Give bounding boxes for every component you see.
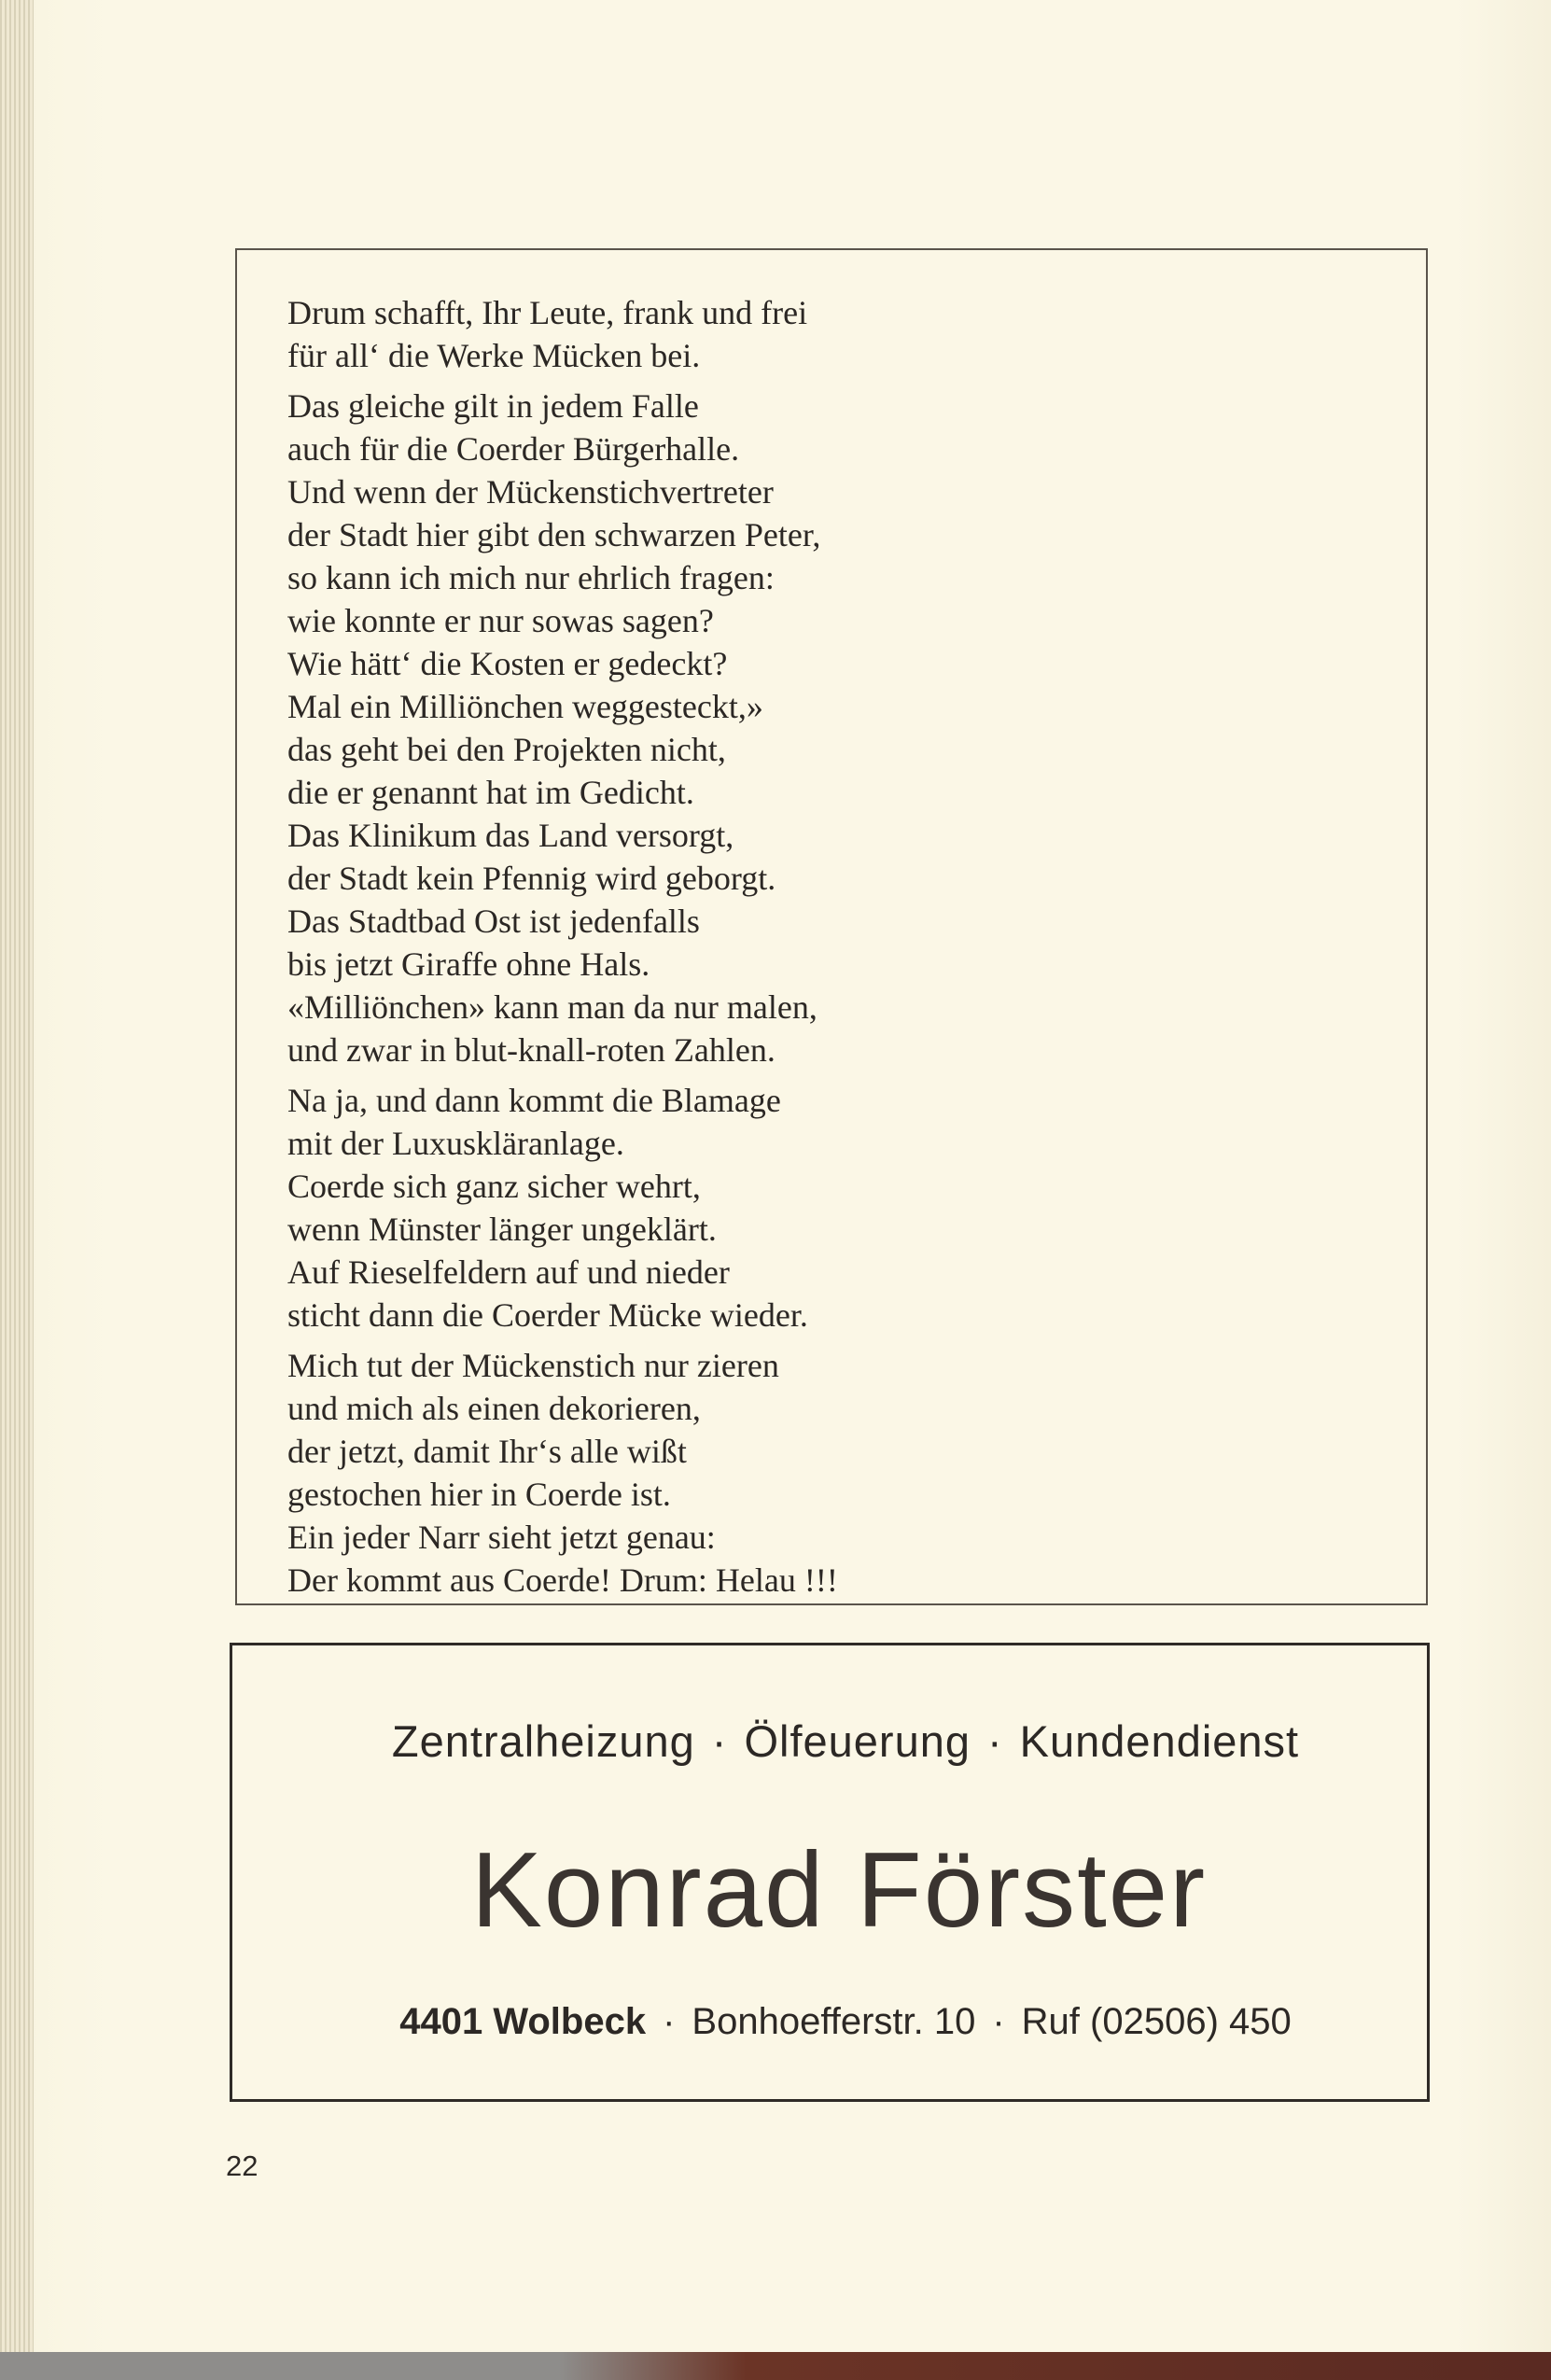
poem-text bbox=[287, 291, 1183, 1609]
poem-line: der Stadt kein Pfennig wird geborgt. bbox=[287, 860, 776, 897]
poem-line: Mal ein Milliönchen weggesteckt,» bbox=[287, 688, 763, 725]
poem-line: Das Stadtbad Ost ist jedenfalls bbox=[287, 903, 700, 940]
poem-line: und zwar in blut-knall-roten Zahlen. bbox=[287, 1031, 776, 1069]
poem-line: Der kommt aus Coerde! Drum: Helau !!! bbox=[287, 1561, 838, 1599]
phone-number: Ruf (02506) 450 bbox=[1021, 2001, 1292, 2042]
poem-line: so kann ich mich nur ehrlich fragen: bbox=[287, 559, 775, 596]
poem-line: Drum schafft, Ihr Leute, frank und frei bbox=[287, 294, 808, 331]
separator-dot: · bbox=[711, 1716, 728, 1766]
poem-line: wie konnte er nur sowas sagen? bbox=[287, 602, 714, 639]
page-edge-binding bbox=[0, 0, 34, 2352]
poem-line: bis jetzt Giraffe ohne Hals. bbox=[287, 945, 650, 983]
service-heating: Zentralheizung bbox=[391, 1716, 695, 1766]
poem-line: Wie hätt‘ die Kosten er gedeckt? bbox=[287, 645, 728, 682]
street-address: Bonhoefferstr. 10 bbox=[692, 2001, 976, 2042]
poem-stanza-2 bbox=[287, 385, 1183, 1071]
poem-line: mit der Luxuskläranlage. bbox=[287, 1125, 624, 1162]
poem-stanza-3 bbox=[287, 1079, 1183, 1337]
poem-line: Das gleiche gilt in jedem Falle bbox=[287, 387, 699, 425]
advertisement-address bbox=[0, 2001, 1551, 2043]
poem-line: Und wenn der Mückenstichvertreter bbox=[287, 473, 774, 511]
poem-line: und mich als einen dekorieren, bbox=[287, 1390, 701, 1427]
advertisement-services bbox=[0, 1715, 1551, 1767]
poem-line: auch für die Coerder Bürgerhalle. bbox=[287, 430, 740, 468]
advertisement-company-name: Konrad Förster bbox=[470, 1831, 1208, 1950]
service-oil-firing: Ölfeuerung bbox=[744, 1716, 971, 1766]
scan-bottom-strip bbox=[0, 2352, 1551, 2380]
poem-stanza-1 bbox=[287, 291, 1183, 377]
page-number: 22 bbox=[226, 2149, 258, 2182]
postal-town: 4401 Wolbeck bbox=[399, 2001, 647, 2042]
poem-line: Coerde sich ganz sicher wehrt, bbox=[287, 1168, 701, 1205]
poem-line: die er genannt hat im Gedicht. bbox=[287, 774, 694, 811]
poem-line: das geht bei den Projekten nicht, bbox=[287, 731, 726, 768]
poem-line: «Milliönchen» kann man da nur malen, bbox=[287, 988, 817, 1026]
poem-line: Auf Rieselfeldern auf und nieder bbox=[287, 1253, 730, 1291]
poem-line: Mich tut der Mückenstich nur zieren bbox=[287, 1347, 779, 1384]
separator-dot: · bbox=[987, 1716, 1003, 1766]
service-customer-service: Kundendienst bbox=[1019, 1716, 1300, 1766]
poem-line: sticht dann die Coerder Mücke wieder. bbox=[287, 1296, 808, 1334]
poem-line: der jetzt, damit Ihr‘s alle wißt bbox=[287, 1433, 687, 1470]
poem-line: der Stadt hier gibt den schwarzen Peter, bbox=[287, 516, 821, 553]
poem-line: gestochen hier in Coerde ist. bbox=[287, 1476, 671, 1513]
poem-line: Ein jeder Narr sieht jetzt genau: bbox=[287, 1519, 716, 1556]
separator-dot: · bbox=[663, 2001, 676, 2042]
poem-line: wenn Münster länger ungeklärt. bbox=[287, 1211, 717, 1248]
poem-line: für all‘ die Werke Mücken bei. bbox=[287, 337, 701, 374]
poem-line: Na ja, und dann kommt die Blamage bbox=[287, 1082, 781, 1119]
poem-stanza-4 bbox=[287, 1344, 1183, 1602]
separator-dot: · bbox=[992, 2001, 1005, 2042]
poem-line: Das Klinikum das Land versorgt, bbox=[287, 817, 734, 854]
